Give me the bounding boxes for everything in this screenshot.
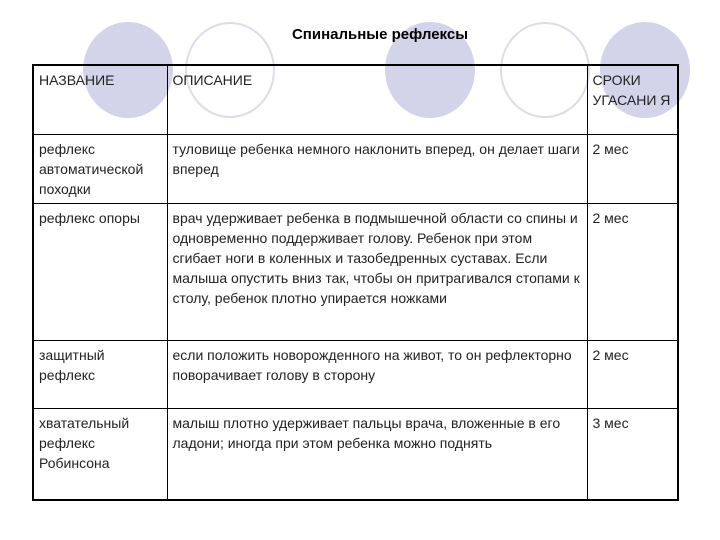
reflex-table [32,64,679,501]
slide-title: Спинальные рефлексы [291,26,469,43]
table-header-row [33,65,678,134]
table-row [33,408,678,500]
reflex-description: туловище ребенка немного наклонить вперед, он делает шаги вперед [167,134,587,203]
reflex-name: защитный рефлекс [33,340,167,408]
reflex-term: 3 мес [587,408,678,500]
reflex-name: хватательный рефлекс Робинсона [33,408,167,500]
reflex-description: врач удерживает ребенка в подмышечной области со спины и одновременно поддерживает голову. Ребенок при этом сгибает ноги в коленных и тазобедренных суставах. Если малыша опустить вниз так, чтобы он притрагивался стопами к столу, ребенок плотно упирается ножками [167,203,587,340]
reflex-description: малыш плотно удерживает пальцы врача, вложенные в его ладони; иногда при этом ребенка можно поднять [167,408,587,500]
header-term: СРОКИ УГАСАНИ Я [587,65,678,134]
reflex-name: рефлекс опоры [33,203,167,340]
reflex-term: 2 мес [587,203,678,340]
table-row [33,340,678,408]
reflex-name: рефлекс автоматической походки [33,134,167,203]
reflex-term: 2 мес [587,134,678,203]
reflex-description: если положить новорожденного на живот, то он рефлекторно поворачивает голову в сторону [167,340,587,408]
reflex-term: 2 мес [587,340,678,408]
header-description: ОПИСАНИЕ [167,65,587,134]
table-row [33,203,678,340]
header-name: НАЗВАНИЕ [33,65,167,134]
table-row [33,134,678,203]
